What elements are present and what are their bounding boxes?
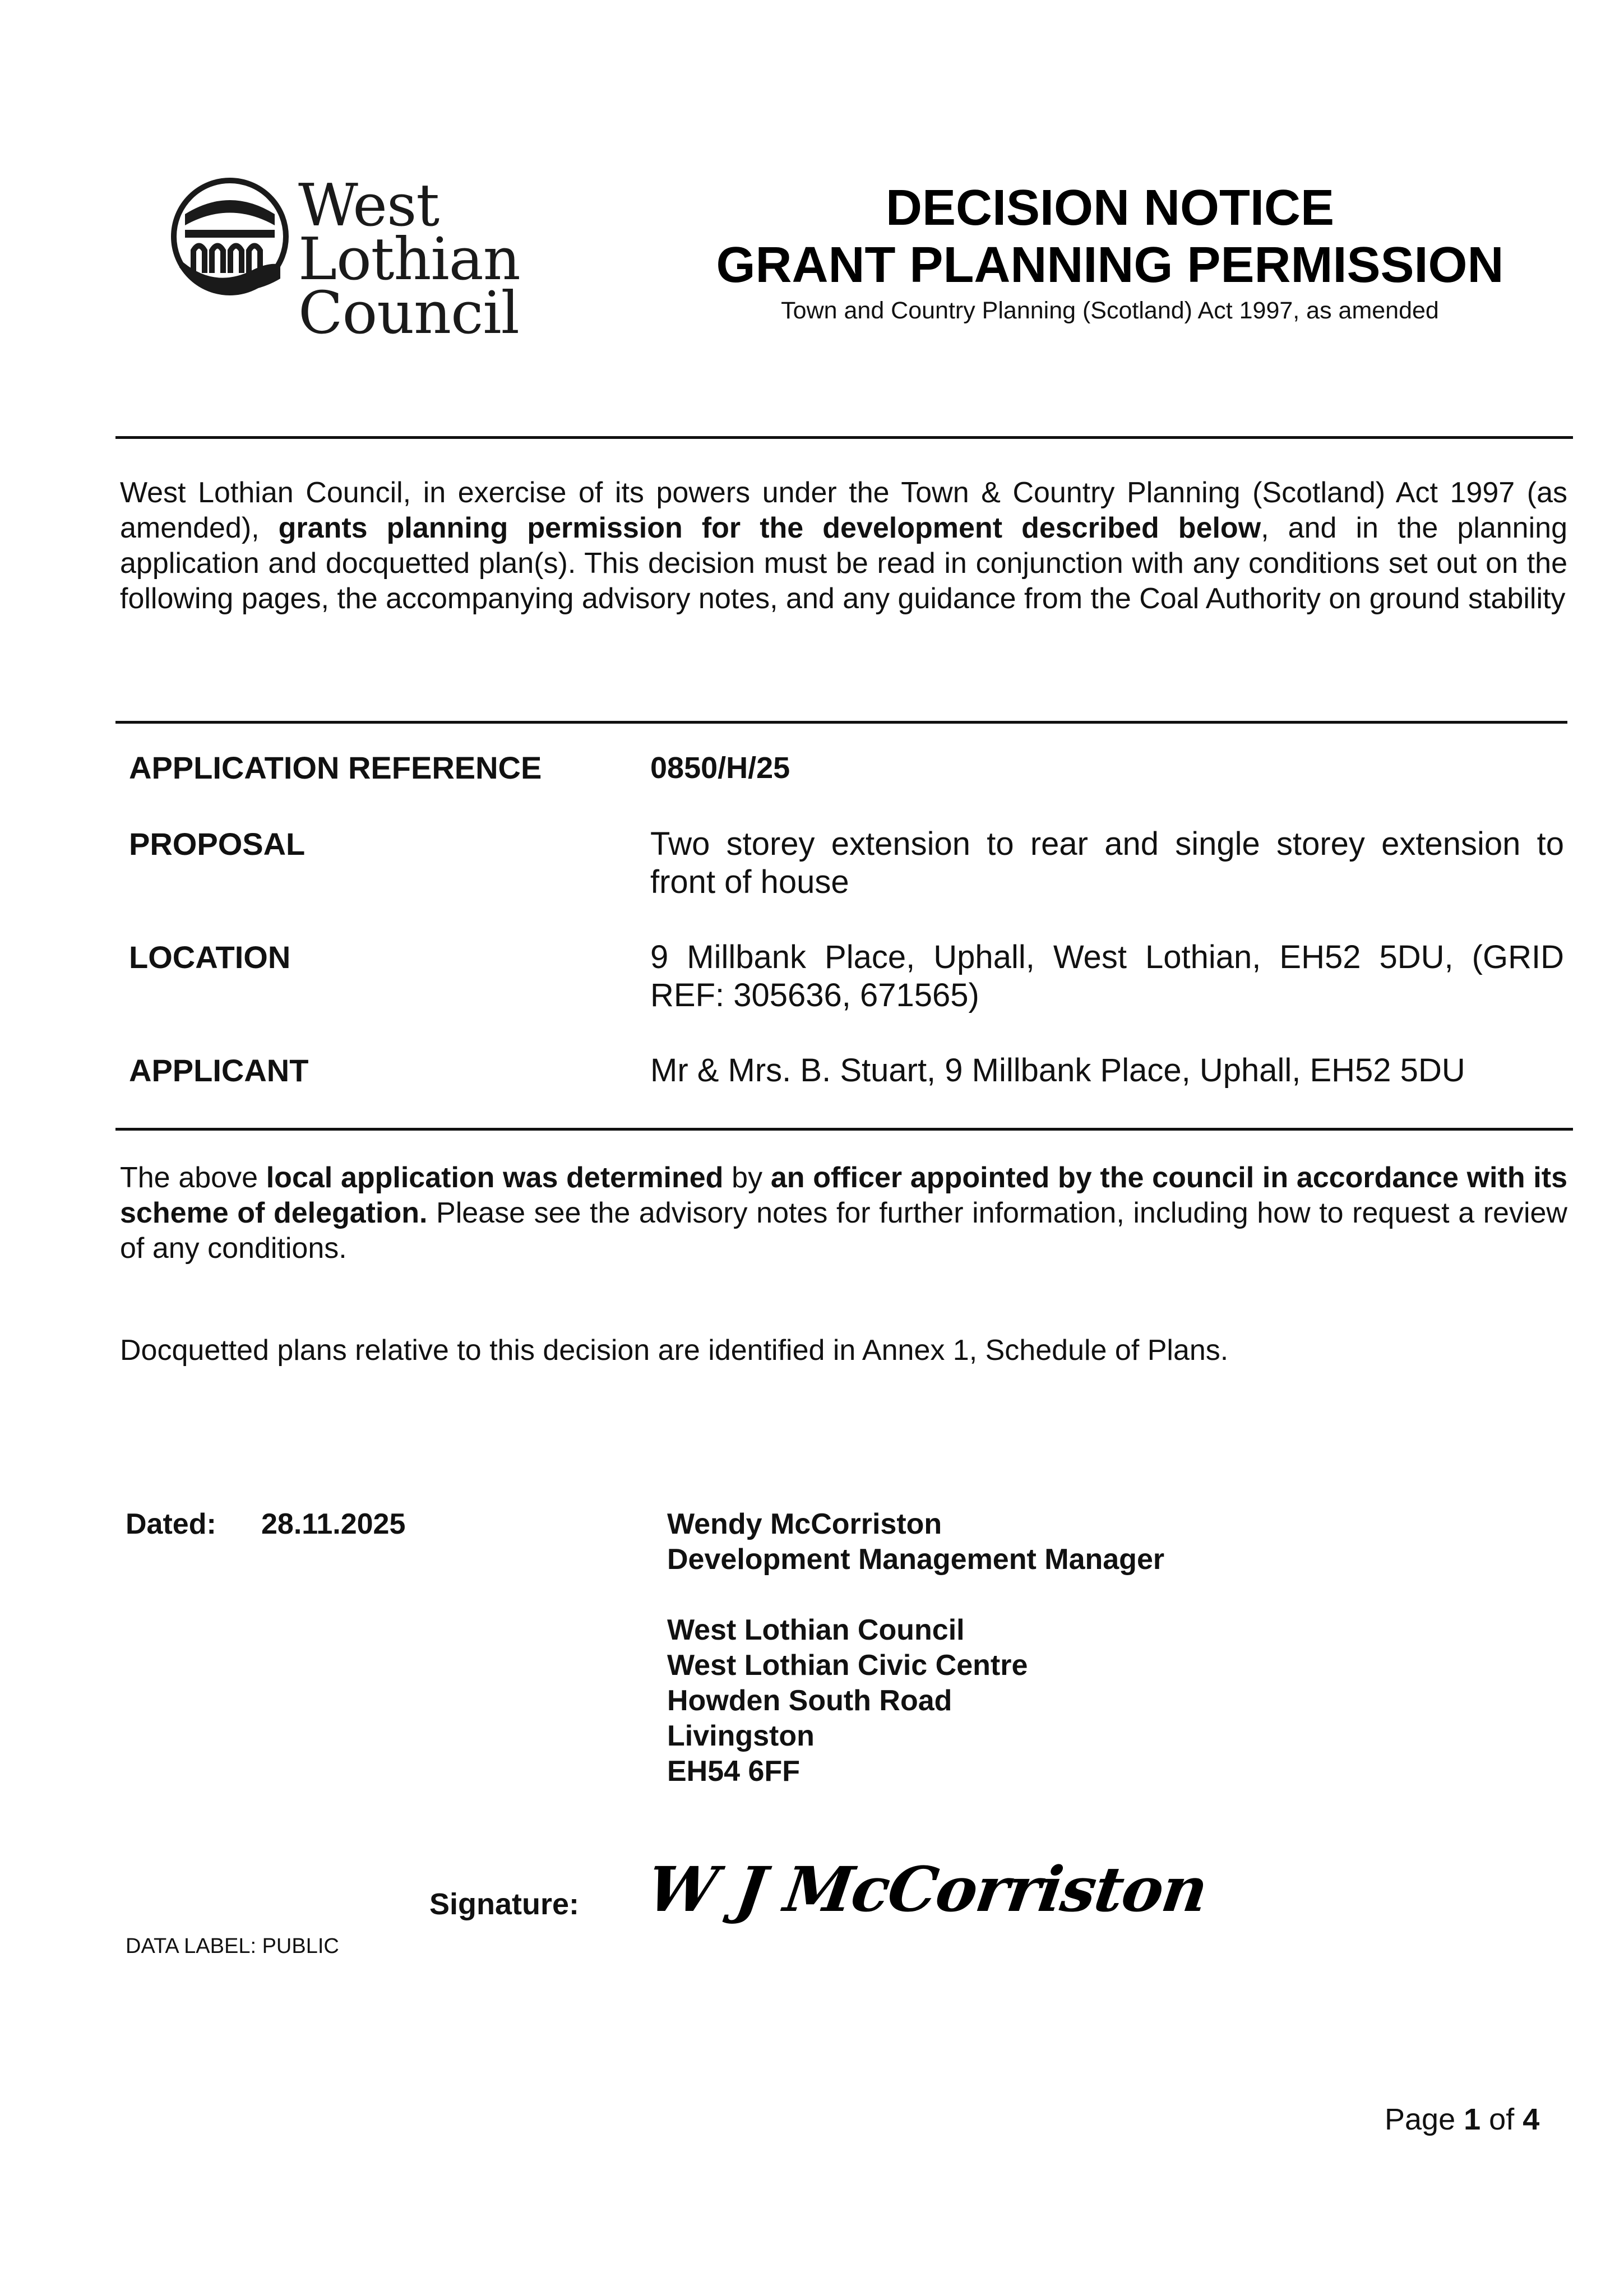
dated-label: Dated: — [126, 1508, 216, 1540]
reference-label: APPLICATION REFERENCE — [129, 750, 542, 785]
determination-paragraph — [120, 1160, 1567, 1266]
title-grant-permission: GRANT PLANNING PERMISSION — [716, 237, 1504, 293]
handwritten-signature: W J McCorriston — [643, 1853, 1211, 1925]
address-line: West Lothian Council — [667, 1614, 965, 1646]
intro-paragraph — [120, 475, 1567, 617]
reference-value: 0850/H/25 — [650, 751, 790, 785]
determination-bold-1: local application was determined — [266, 1161, 724, 1194]
determination-text-2: by — [723, 1161, 771, 1194]
page-current: 1 — [1464, 2103, 1481, 2136]
officer-title: Development Management Manager — [667, 1543, 1165, 1576]
page-number — [1385, 2101, 1539, 2138]
officer-block — [667, 1507, 1164, 1789]
location-value: 9 Millbank Place, Uphall, West Lothian, EH52 5DU, (GRID REF: 305636, 671565) — [650, 939, 1564, 1013]
page-prefix: Page — [1385, 2103, 1464, 2136]
intro-text-1: West Lothian Council, in exercise of its powers under the Town & Country Planning (Scotland) Act 1997 (as amended), — [120, 476, 1567, 544]
council-logo-wordmark — [298, 171, 622, 347]
proposal-value: Two storey extension to rear and single storey extension to front of house — [650, 826, 1564, 900]
viaduct-emblem-icon — [168, 175, 292, 298]
applicant-value: Mr & Mrs. B. Stuart, 9 Millbank Place, Uphall, EH52 5DU — [650, 1052, 1465, 1089]
determination-text-1: The above — [120, 1161, 266, 1194]
page-middle: of — [1480, 2103, 1523, 2136]
officer-spacer — [667, 1577, 1164, 1613]
divider-top — [115, 436, 1573, 439]
page-total: 4 — [1523, 2103, 1540, 2136]
council-logo — [168, 171, 622, 347]
signature-label: Signature: — [429, 1887, 580, 1921]
proposal-label: PROPOSAL — [129, 826, 306, 862]
intro-text-bold: grants planning permission for the development described below — [278, 512, 1261, 544]
address-line: EH54 6FF — [667, 1755, 800, 1788]
dated-value: 28.11.2025 — [261, 1508, 406, 1540]
act-reference: Town and Country Planning (Scotland) Act 1997, as amended — [781, 297, 1439, 324]
logo-line-1: West Lothian — [298, 171, 520, 293]
title-decision-notice: DECISION NOTICE — [885, 180, 1335, 236]
address-line: Howden South Road — [667, 1684, 952, 1717]
location-label: LOCATION — [129, 939, 291, 975]
address-line: West Lothian Civic Centre — [667, 1649, 1028, 1682]
docquetted-plans-note: Docquetted plans relative to this decision are identified in Annex 1, Schedule of Plans. — [120, 1334, 1229, 1367]
officer-name: Wendy McCorriston — [667, 1508, 942, 1540]
address-line: Livingston — [667, 1720, 815, 1752]
logo-line-2: Council — [298, 279, 519, 347]
title-block — [673, 179, 1547, 326]
determination-bold-2: an officer appointed by the council in accordance with its scheme of delegation. — [120, 1161, 1567, 1229]
applicant-label: APPLICANT — [129, 1053, 309, 1088]
data-label: DATA LABEL: PUBLIC — [126, 1934, 339, 1958]
determination-text-3: Please see the advisory notes for further information, including how to request a review of any conditions. — [120, 1197, 1567, 1265]
divider-details-top — [115, 721, 1567, 724]
intro-text-2: , and in the planning application and docquetted plan(s). This decision must be read in conjunction with any conditions set out on the following pages, the accompanying advisory notes, and any guidance from the Coal Authority on ground stability — [120, 512, 1567, 615]
divider-details-bottom — [115, 1128, 1573, 1131]
